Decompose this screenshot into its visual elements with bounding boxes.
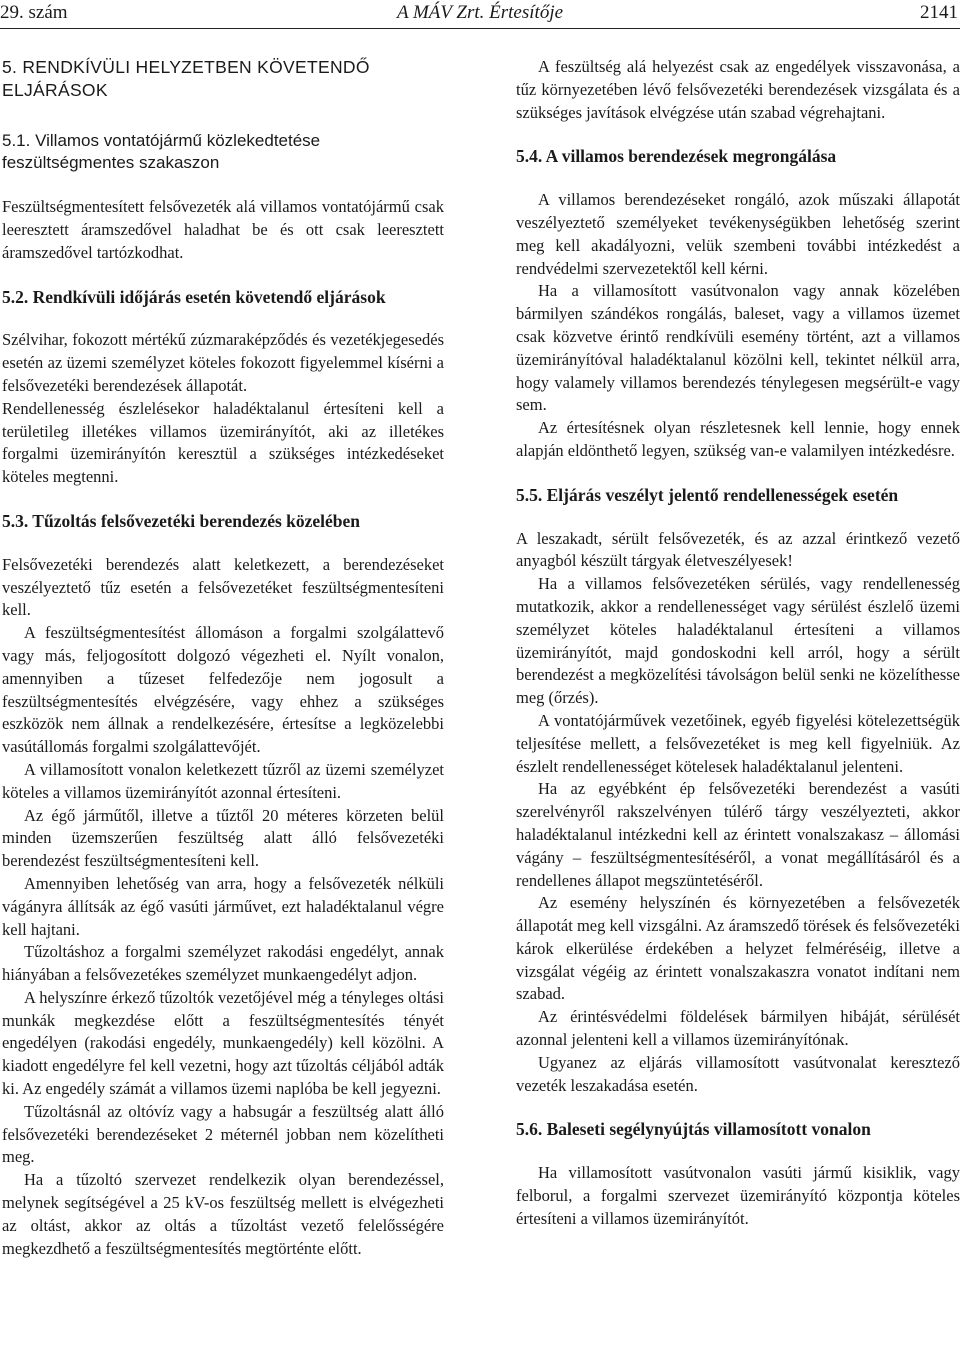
- section-5-4-title: 5.4. A villamos berendezések megrongálása: [516, 146, 837, 167]
- section-5-5-paragraph-5: Az esemény helyszínén és környezetében a felsővezeték állapotát meg kell vizsgálni. Az áramszedő törések és felsővezetéki károk elkerülése érdekében a helyzet felméréséig, illetve a vizsgálat végéig az érintett vonalszakaszra vonatot indítani nem szabad.: [516, 893, 960, 1004]
- section-5-3-paragraph-4: Az égő járműtől, illetve a tűztől 20 méteres körzeten belül minden üzemszerűen feszültség alatt álló felsővezetéki berendezést feszültségmentesíteni kell.: [2, 805, 444, 871]
- section-5-3-paragraph-8: Tűzoltásnál az oltóvíz vagy a habsugár a feszültség alatt álló felsővezetéki berendezéseket 2 méternél jobban nem közelítheti meg.: [2, 1101, 444, 1167]
- section-5-5-paragraph-1: A leszakadt, sérült felsővezeték, és az azzal érintkező vezető anyagból készült tárgyak életveszélyesek!: [516, 528, 960, 571]
- section-5-2-paragraph-1: Szélvihar, fokozott mértékű zúzmaraképződés és vezetékjegesedés esetén az üzemi személyzet köteles fokozott figyelemmel kísérni a felsővezetéki berendezések állapotát.: [2, 330, 444, 395]
- section-5-4-paragraph-1: A villamos berendezéseket rongáló, azok műszaki állapotát veszélyeztető személyeket tevékenységükben lehetőség szerint meg kell akadályozni, velük szembeni további intézkedést a rendvédelmi szervezetektől kell kérni.: [516, 190, 960, 278]
- section-5-5-paragraph-6: Az érintésvédelmi földelések bármilyen hibáját, sérülését azonnal jelenteni kell a villamos üzemirányítónak.: [516, 1007, 960, 1050]
- section-5-5-paragraph-2: Ha a villamos felsővezetéken sérülés, vagy rendellenesség mutatkozik, akkor a rendellenességet vagy sérülést észlelő üzemi személyzet köteles haladéktalanul értesíteni a villamos üzemirányítót, majd gondoskodni kell arról, hogy a sérült berendezést a megközelítési távolságon belül senki ne közelíthesse meg (őrzés).: [516, 574, 960, 708]
- section-5-3-paragraph-10: A feszültség alá helyezést csak az engedélyek visszavonása, a tűz környezetében lévő felsővezetéki berendezések vizsgálata és a szükséges javítások elvégzése után szabad végrehajtani.: [516, 57, 960, 122]
- page-header: [0, 0, 960, 30]
- section-5-6-title: 5.6. Baleseti segélynyújtás villamosított vonalon: [516, 1119, 871, 1140]
- section-5-6-paragraph-1: Ha villamosított vasútvonalon vasúti jármű kisiklik, vagy felborul, a forgalmi szervezet üzemirányító központja köteles értesíteni a villamos üzemirányítót.: [516, 1163, 960, 1228]
- issue-number: 29. szám: [0, 2, 68, 23]
- section-5-5-paragraph-7: Ugyanez az eljárás villamosított vasútvonalat keresztező vezeték leszakadása esetén.: [516, 1052, 960, 1095]
- section-5-5-title: 5.5. Eljárás veszélyt jelentő rendellenességek esetén: [516, 484, 899, 505]
- section-5-3-paragraph-5: Amennyiben lehetőség van arra, hogy a felsővezeték nélküli vágányra állítsák az égő vasúti járművet, ezt haladéktalanul végre kell hajtani.: [2, 873, 444, 939]
- section-5-3-paragraph-6: Tűzoltáshoz a forgalmi személyzet rakodási engedélyt, annak hiányában a felsővezetékes személyzet munkaengedélyt adjon.: [2, 942, 444, 985]
- section-5-5-paragraph-3: A vontatójárművek vezetőinek, egyéb figyelési kötelezettségük teljesítése mellett, a felsővezetéket is meg kell figyelniük. Az észlelt rendellenességet kötelesek haladéktalanul jelenteni.: [516, 710, 960, 776]
- section-5-3-paragraph-7: A helyszínre érkező tűzoltók vezetőjével még a tényleges oltási munkák megkezdése előtt a feszültségmentesítés tényét engedélyen (rakodási engedély, munkaengedély) kell közölni. A kiadott engedélyre fel kell vezetni, hogy azt tűzoltás céljából adták ki. Az engedély számát a villamos üzemi naplóba be kell jegyezni.: [2, 987, 444, 1099]
- section-5-4-paragraph-2: Ha a villamosított vasútvonalon vagy annak közelében bármilyen szándékos rongálás, baleset, vagy a villamos üzemet csak közvetve érintő rendkívüli esemény történt, azt a villamos üzemirányítóval haladéktalanul közölni kell, tekintet nélkül arra, hogy valamely villamos berendezés ténylegesen megsérült-e vagy sem.: [516, 281, 960, 415]
- section-5-3-paragraph-9: Ha a tűzoltó szervezet rendelkezik olyan berendezéssel, melynek segítségével a 25 kV-os feszültség mellett is elvégezheti az oltást, akkor az oltás a tűzoltást vezető felelősségére megkezdhető a feszültségmentesítés megtörténte előtt.: [2, 1170, 444, 1258]
- section-5-4-paragraph-3: Az értesítésnek olyan részletesnek kell lennie, hogy ennek alapján eldönthető legyen, szükség van-e valamilyen intézkedésre.: [516, 418, 960, 460]
- journal-title: A MÁV Zrt. Értesítője: [396, 2, 564, 23]
- section-5-5-paragraph-4: Ha az egyébként ép felsővezetéki berendezést a vasúti szerelvényről rakszelvényen túlérő tárgy veszélyezteti, akkor haladéktalanul intézkedni kell az érintett vonalszakasz – állomási vágány – feszültségmentesítéséről, a vonat megállításáról és a rendellenes állapot megszüntetéséről.: [516, 779, 960, 890]
- section-5-2-paragraph-2: Rendellenesség észlelésekor haladéktalanul értesíteni kell a területileg illetékes villamos üzemirányítót, aki az illetékes forgalmi üzemirányítón keresztül a szükséges intézkedéseket köteles megtenni.: [2, 398, 444, 487]
- page-number: 2141: [920, 2, 958, 23]
- section-5-3-paragraph-1: Felsővezetéki berendezés alatt keletkezett, a berendezéseket veszélyeztető tűz esetén a felsővezetéket feszültségmentesíteni kell.: [2, 554, 444, 620]
- section-5-3-paragraph-2: A feszültségmentesítést állomáson a forgalmi szolgálattevő vagy más, feljogosított dolgozó végezheti el. Nyílt vonalon, amennyiben a tűzeset felfedezője nem jogosult a feszültségmentesítés elvégzésére, vagy ehhez a szükséges eszközök nem állnak a rendelkezésére, értesítse a legközelebbi vasútállomás forgalmi szolgálattevőjét.: [2, 623, 444, 757]
- section-5-title: 5. RENDKÍVÜLI HELYZETBEN KÖVETENDŐ ELJÁRÁSOK: [2, 57, 370, 100]
- section-5-1-title: 5.1. Villamos vontatójármű közlekedtetése feszültségmentes szakaszon: [2, 130, 321, 173]
- section-5-1-paragraph: Feszültségmentesített felsővezeték alá villamos vontatójármű csak leeresztett áramszedővel haladhat be és ott csak leeresztett áramszedővel tartózkodhat.: [2, 197, 444, 262]
- header-rule: [0, 28, 960, 29]
- left-column: [2, 56, 444, 1260]
- right-column: [516, 56, 960, 1231]
- section-5-3-title: 5.3. Tűzoltás felsővezetéki berendezés közelében: [2, 510, 361, 531]
- section-5-2-title: 5.2. Rendkívüli időjárás esetén követendő eljárások: [2, 286, 386, 307]
- section-5-3-paragraph-3: A villamosított vonalon keletkezett tűzről az üzemi személyzet köteles a villamos üzemirányítót azonnal értesíteni.: [2, 759, 444, 802]
